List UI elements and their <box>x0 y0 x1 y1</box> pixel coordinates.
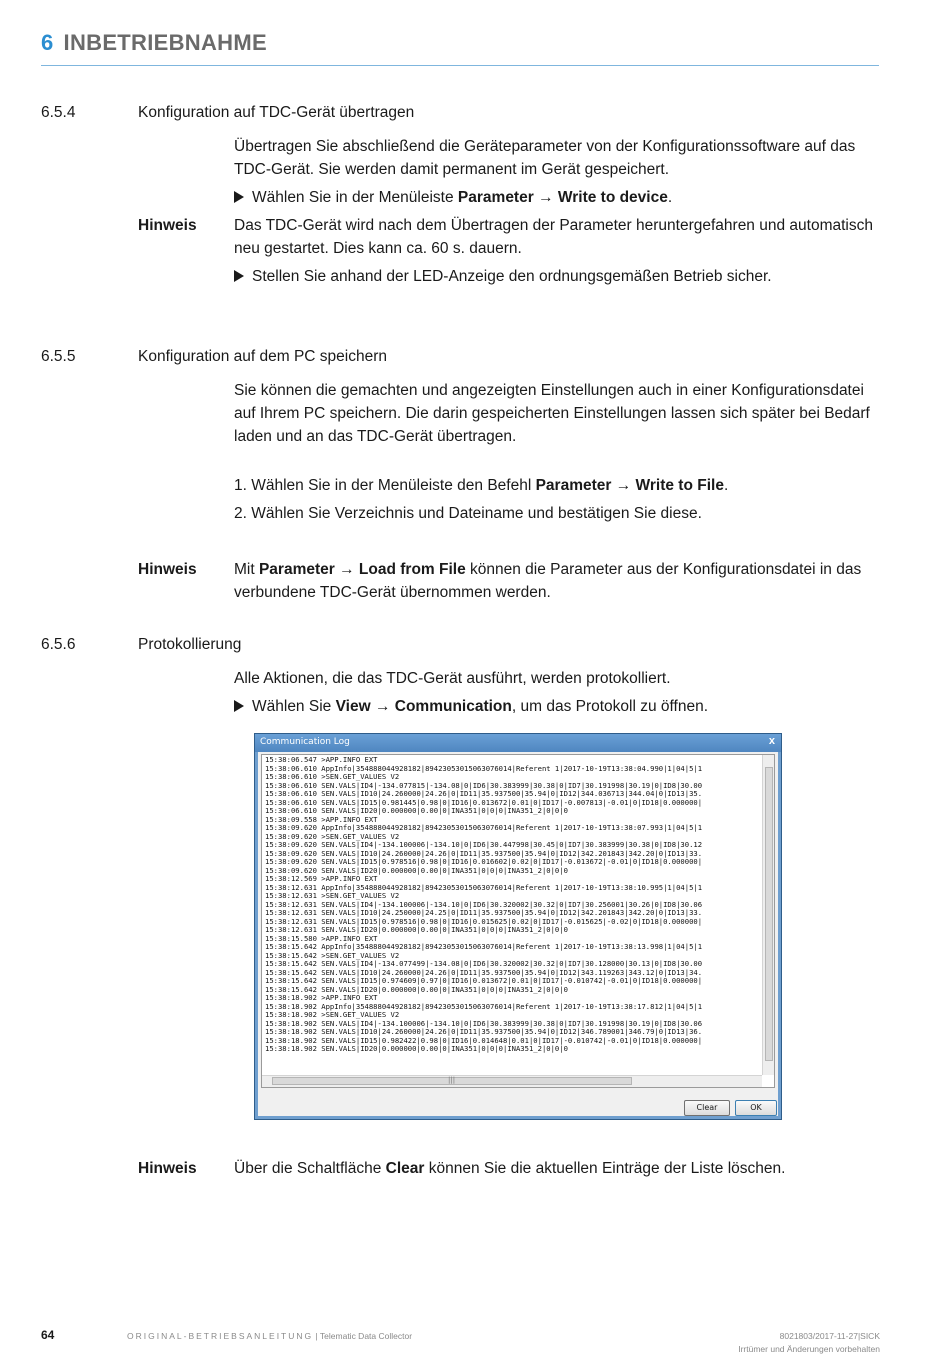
section-number-656: 6.5.6 <box>41 636 76 653</box>
page-number: 64 <box>41 1328 55 1342</box>
step-654-write-device <box>234 186 884 209</box>
menu-load-from-file: Load from File <box>358 561 466 578</box>
bullet-triangle-icon <box>234 700 244 712</box>
horizontal-scrollbar[interactable] <box>262 1075 762 1087</box>
menu-parameter: Parameter <box>258 561 335 578</box>
grip-icon: ||| <box>448 1076 456 1084</box>
menu-write-to-file: Write to File <box>635 477 724 494</box>
disclaimer: Irrtümer und Änderungen vorbehalten <box>738 1344 880 1354</box>
note-text: können Sie die aktuellen Einträge der Liste löschen. <box>424 1160 786 1177</box>
note-label-656: Hinweis <box>138 1160 197 1177</box>
ok-button[interactable]: OK <box>735 1100 777 1116</box>
step-text: Stellen Sie anhand der LED-Anzeige den ordnungsgemäßen Betrieb sicher. <box>252 268 772 285</box>
step-text: 1. Wählen Sie in der Menüleiste den Befehl <box>234 477 536 494</box>
footer-right <box>738 1330 880 1356</box>
dialog-body <box>258 752 778 1116</box>
menu-write-to-device: Write to device <box>557 189 668 206</box>
step-654-led <box>234 265 884 288</box>
log-list[interactable] <box>261 754 775 1088</box>
product-name: Telematic Data Collector <box>319 1331 413 1341</box>
step-text: Wählen Sie <box>252 698 336 715</box>
step-656-view <box>234 695 884 718</box>
arrow-icon: → <box>615 477 632 494</box>
step-text: Wählen Sie in der Menüleiste <box>252 189 458 206</box>
button-clear-reference: Clear <box>385 1160 425 1177</box>
log-text: 15:38:06.547 >APP.INFO EXT 15:38:06.610 AppInfo|354888044928182|89423053015063076014|Referent 1|2017-10-19T13:38:04.990|1|04|5|1 15:38:06.610 >SEN.GET_VALUES V2 15:38:06.610 SEN.VALS|ID4|-134.077815|-134.08|0|ID6|30.383999|30.38|0|ID7|30.191998|30.19|0|ID8|30.00 15:38:06.610 SEN.VALS|ID10|24.260000|24.26|0|ID11|35.937500|35.94|0|ID12|344.036713|344.04|0|ID13|35. 15:38:06.610 SEN.VALS|ID15|0.981445|0.98|0|ID16|0.013672|0.01|0|ID17|-0.007813|-0.01|0|ID18|0.000000| 15:38:06.610 SEN.VALS|ID20|0.000000|0.00|0|INA351|0|0|0|INA351_2|0|0|0 15:38:09.558 >APP.INFO EXT 15:38:09.620 AppInfo|354888044928182|89423053015063076014|Referent 1|2017-10-19T13:38:07.993|1|04|5|1 15:38:09.620 >SEN.GET_VALUES V2 15:38:09.620 SEN.VALS|ID4|-134.100006|-134.10|0|ID6|30.447998|30.45|0|ID7|30.383999|30.38|0|ID8|30.12 15:38:09.620 SEN.VALS|ID10|24.260000|24.26|0|ID11|35.937500|35.94|0|ID12|342.201843|342.20|0|ID13|33. 15:38:09.620 SEN.VALS|ID15|0.978516|0.98|0|ID16|0.016602|0.02|0|ID17|-0.013672|-0.01|0|ID18|0.000000| 15:38:09.620 SEN.VALS|ID20|0.000000|0.00|0|INA351|0|0|0|INA351_2|0|0|0 15:38:12.569 >APP.INFO EXT 15:38:12.631 AppInfo|354888044928182|89423053015063076014|Referent 1|2017-10-19T13:38:10.995|1|04|5|1 15:38:12.631 >SEN.GET_VALUES V2 15:38:12.631 SEN.VALS|ID4|-134.100006|-134.10|0|ID6|30.320002|30.32|0|ID7|30.256001|30.26|0|ID8|30.06 15:38:12.631 SEN.VALS|ID10|24.250000|24.25|0|ID11|35.937500|35.94|0|ID12|342.201843|342.20|0|ID13|33. 15:38:12.631 SEN.VALS|ID15|0.978516|0.98|0|ID16|0.015625|0.02|0|ID17|-0.015625|-0.02|0|ID18|0.000000| 15:38:12.631 SEN.VALS|ID20|0.000000|0.00|0|INA351|0|0|0|INA351_2|0|0|0 15:38:15.580 >APP.INFO EXT 15:38:15.642 AppInfo|354888044928182|89423053015063076014|Referent 1|2017-10-19T13:38:13.998|1|04|5|1 15:38:15.642 >SEN.GET_VALUES V2 15:38:15.642 SEN.VALS|ID4|-134.077499|-134.08|0|ID6|30.320002|30.32|0|ID7|30.128000|30.13|0|ID8|30.00 15:38:15.642 SEN.VALS|ID10|24.260000|24.26|0|ID11|35.937500|35.94|0|ID12|343.119263|343.12|0|ID13|34. 15:38:15.642 SEN.VALS|ID15|0.974609|0.97|0|ID16|0.013672|0.01|0|ID17|-0.010742|-0.01|0|ID18|0.000000| 15:38:15.642 SEN.VALS|ID20|0.000000|0.00|0|INA351|0|0|0|INA351_2|0|0|0 15:38:18.902 >APP.INFO EXT 15:38:18.902 AppInfo|354888044928182|89423053015063076014|Referent 1|2017-10-19T13:38:17.812|1|04|5|1 15:38:18.902 >SEN.GET_VALUES V2 15:38:18.902 SEN.VALS|ID4|-134.100006|-134.10|0|ID6|30.383999|30.38|0|ID7|30.191998|30.19|0|ID8|30.06 15:38:18.902 SEN.VALS|ID10|24.260000|24.26|0|ID11|35.937500|35.94|0|ID12|346.789001|346.79|0|ID13|36. 15:38:18.902 SEN.VALS|ID15|0.982422|0.98|0|ID16|0.014648|0.01|0|ID17|-0.010742|-0.01|0|ID18|0.000000| 15:38:18.902 SEN.VALS|ID20|0.000000|0.00|0|INA351|0|0|0|INA351_2|0|0|0 <box>265 756 703 1053</box>
note-655 <box>234 558 884 604</box>
menu-communication: Communication <box>394 698 512 715</box>
bullet-triangle-icon <box>234 191 244 203</box>
note-text: können die Parameter aus der Konfigurationsdatei in das verbundene TDC-Gerät übernommen werden. <box>234 561 862 601</box>
step-suffix: , um das Protokoll zu öffnen. <box>511 698 709 715</box>
arrow-icon: → <box>339 561 355 578</box>
vertical-scrollbar[interactable] <box>762 755 774 1075</box>
chapter-number: 6 <box>41 30 54 55</box>
header-rule <box>41 65 879 66</box>
note-654: Das TDC-Gerät wird nach dem Übertragen der Parameter heruntergefahren und automatisch neu gestartet. Dies kann ca. 60 s. dauern. <box>234 217 873 257</box>
clear-button[interactable]: Clear <box>684 1100 730 1116</box>
note-656 <box>234 1157 884 1180</box>
note-label-655: Hinweis <box>138 561 197 578</box>
bullet-triangle-icon <box>234 270 244 282</box>
menu-parameter: Parameter <box>535 477 612 494</box>
document-id: 8021803/2017-11-27|SICK <box>779 1331 880 1341</box>
section-title-656: Protokollierung <box>138 636 242 653</box>
paragraph-654: Übertragen Sie abschließend die Geräteparameter von der Konfigurationssoftware auf das TDC-Gerät. Sie werden damit permanent im Gerät gespeichert. <box>234 138 856 178</box>
menu-parameter: Parameter <box>457 189 534 206</box>
chapter-heading <box>41 30 267 56</box>
section-title-655: Konfiguration auf dem PC speichern <box>138 348 388 365</box>
note-label-654: Hinweis <box>138 217 197 234</box>
step-suffix: . <box>723 477 729 494</box>
section-title-654: Konfiguration auf TDC-Gerät übertragen <box>138 104 415 121</box>
dialog-title: Communication Log <box>260 737 350 747</box>
arrow-icon: → <box>374 698 391 715</box>
chapter-title: INBETRIEBNAHME <box>63 30 267 55</box>
document-type: ORIGINAL-BETRIEBSANLEITUNG <box>127 1331 314 1341</box>
separator: | <box>313 1331 320 1341</box>
note-text: Über die Schaltfläche <box>234 1160 386 1177</box>
arrow-icon: → <box>538 189 554 206</box>
footer-document <box>127 1331 412 1341</box>
note-text: Mit <box>234 561 259 578</box>
dialog-titlebar <box>255 734 781 752</box>
communication-log-dialog <box>254 733 782 1120</box>
paragraph-656: Alle Aktionen, die das TDC-Gerät ausführt, werden protokolliert. <box>234 670 671 687</box>
vertical-scroll-thumb[interactable] <box>765 767 773 1061</box>
section-number-655: 6.5.5 <box>41 348 76 365</box>
section-number-654: 6.5.4 <box>41 104 76 121</box>
step-655-1 <box>234 474 884 497</box>
paragraph-655: Sie können die gemachten und angezeigten Einstellungen auch in einer Konfigurationsdatei auf Ihrem PC speichern. Die darin gespeicherten Einstellungen lassen sich später bei Bedarf laden und an das TDC-Gerät übertragen. <box>234 382 870 445</box>
close-icon[interactable]: x <box>768 735 775 747</box>
step-655-2: 2. Wählen Sie Verzeichnis und Dateiname und bestätigen Sie diese. <box>234 505 702 522</box>
menu-view: View <box>335 698 371 715</box>
step-suffix: . <box>667 189 673 206</box>
